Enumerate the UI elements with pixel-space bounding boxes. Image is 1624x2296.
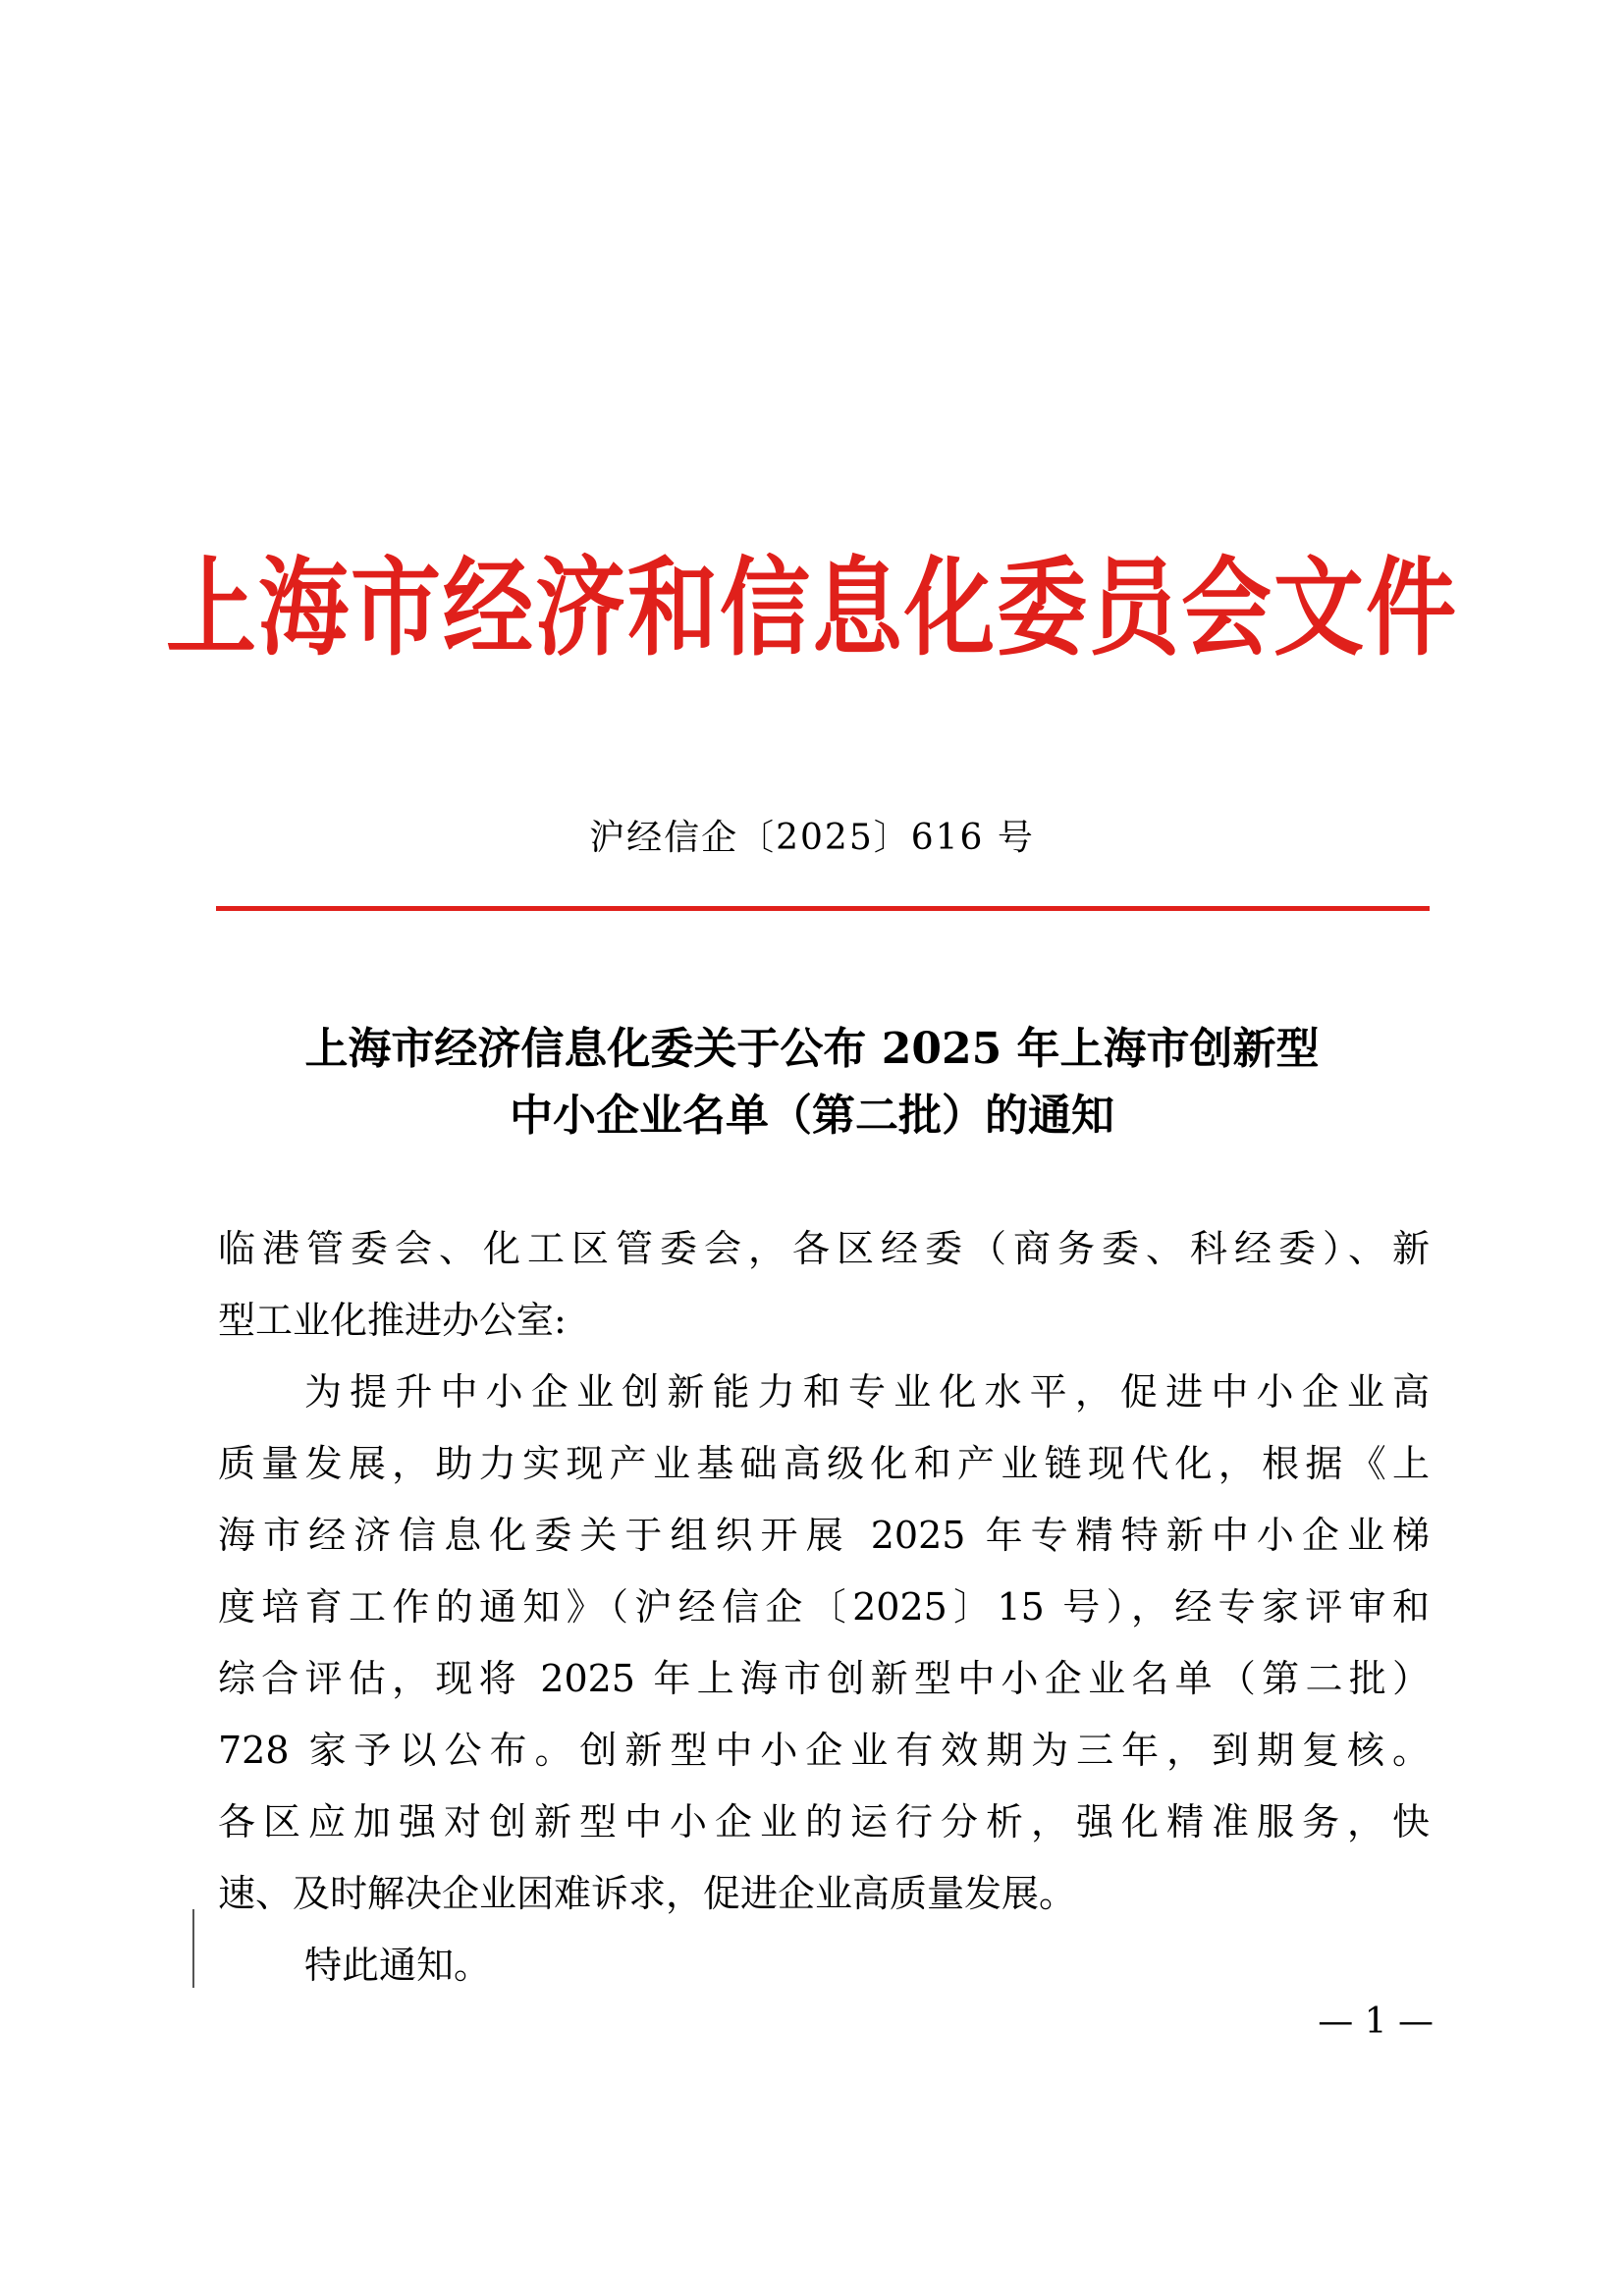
body-line: 728 家予以公布。创新型中小企业有效期为三年，到期复核。 — [218, 1729, 1430, 1772]
closing-line: 特此通知。 — [304, 1944, 492, 1987]
masthead-title: 上海市经济和信息化委员会文件 — [165, 545, 1458, 670]
page-number: — 1 — — [1318, 2002, 1434, 2042]
body-line: 为提升中小企业创新能力和专业化水平，促进中小企业高 — [304, 1370, 1430, 1414]
notice-title-line-2: 中小企业名单（第二批）的通知 — [510, 1091, 1114, 1141]
addressee-line-2: 型工业化推进办公室: — [218, 1299, 567, 1342]
margin-mark — [192, 1909, 194, 1988]
body-line: 海市经济信息化委关于组织开展 2025 年专精特新中小企业梯 — [218, 1514, 1430, 1557]
body-line: 度培育工作的通知》（沪经信企〔2025〕15 号），经专家评审和 — [218, 1585, 1430, 1629]
notice-title — [147, 1016, 1477, 1149]
notice-title-line-1: 上海市经济信息化委关于公布 2025 年上海市创新型 — [304, 1024, 1320, 1074]
document-number: 沪经信企〔2025〕616 号 — [589, 818, 1035, 858]
body-line: 综合评估，现将 2025 年上海市创新型中小企业名单（第二批） — [218, 1657, 1430, 1700]
body-line: 质量发展，助力实现产业基础高级化和产业链现代化，根据《上 — [218, 1442, 1430, 1485]
addressee-line-1: 临港管委会、化工区管委会，各区经委（商务委、科经委）、新 — [218, 1227, 1430, 1270]
body-line: 速、及时解决企业困难诉求，促进企业高质量发展。 — [218, 1872, 1077, 1915]
body-line: 各区应加强对创新型中小企业的运行分析，强化精准服务，快 — [218, 1800, 1430, 1843]
notice-body — [218, 1213, 1430, 2002]
red-divider-rule — [216, 906, 1430, 911]
